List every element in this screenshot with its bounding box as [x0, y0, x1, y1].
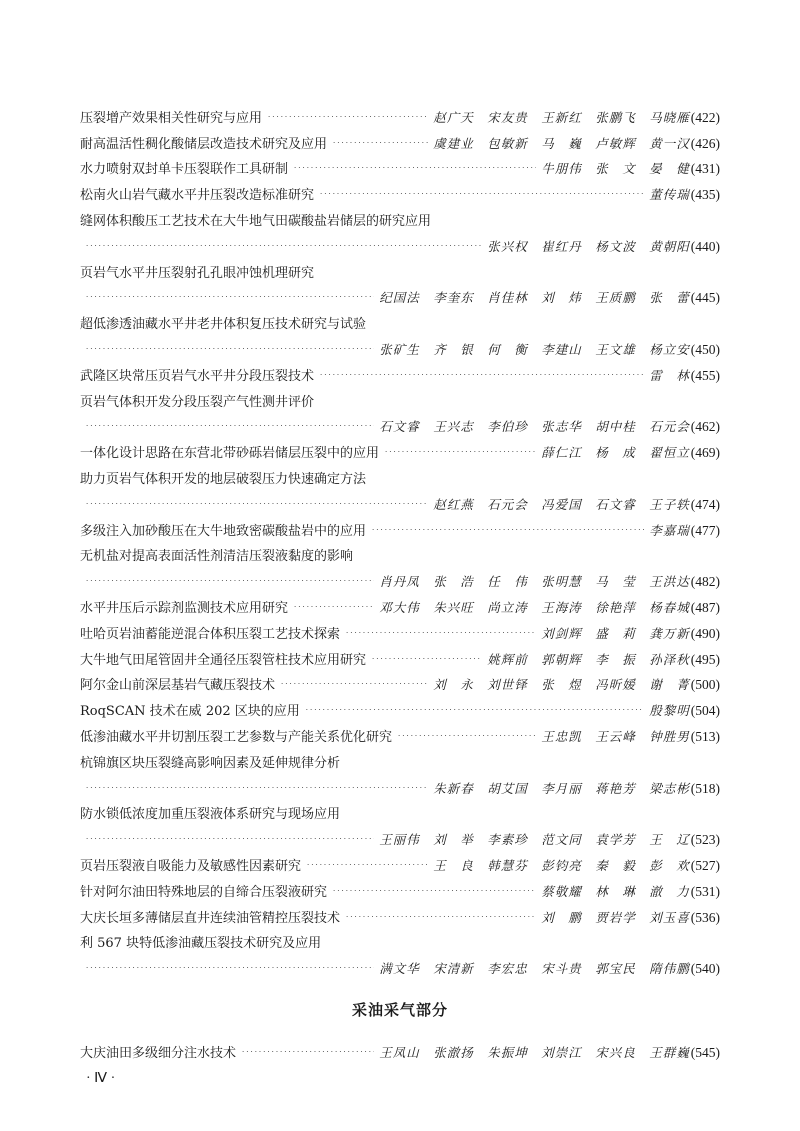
dot-leader: [86, 965, 374, 972]
toc-entry-authors: 赵红燕 石元会 冯爱国 石文睿 王子轶: [433, 496, 690, 512]
toc-entry-title: 大庆油田多级细分注水技术: [80, 1045, 237, 1061]
toc-entry: [80, 900, 720, 926]
toc-entry-page: (536): [690, 909, 720, 925]
toc-entry-title: 针对阿尔油田特殊地层的自缔合压裂液研究: [80, 884, 328, 900]
toc-entry-authors: 刘剑辉 盛 莉 龚万新: [541, 625, 690, 641]
dot-leader: [346, 914, 536, 921]
toc-entry-authors: 满文华 宋清新 李宏忠 宋斗贵 郭宝民 隋伟鹏: [379, 961, 690, 977]
dot-leader: [333, 140, 428, 147]
toc-entry-page: (518): [690, 780, 720, 796]
section-heading: 采油采气部分: [351, 1000, 448, 1019]
toc-entry: [80, 177, 720, 203]
toc-entry-authors: 王 良 韩慧芬 彭钧亮 秦 毅 彭 欢: [433, 857, 690, 873]
toc-entry-page: (487): [690, 599, 720, 615]
dot-leader: [86, 346, 374, 353]
toc-entry-title: 超低渗透油藏水平井老井体积复压技术研究与试验: [80, 317, 367, 333]
toc-entry-page: (422): [690, 109, 720, 125]
toc-list: [80, 1035, 720, 1061]
dot-leader: [294, 604, 374, 611]
toc-list: [80, 100, 720, 977]
toc-entry: [80, 590, 720, 616]
toc-entry-authors: 纪国法 李奎东 肖佳林 刘 炜 王质鹏 张 蕾: [379, 290, 690, 306]
dot-leader: [307, 862, 428, 869]
dot-leader: [86, 836, 374, 843]
toc-entry: [80, 797, 720, 849]
toc-entry-page: (540): [690, 961, 720, 977]
toc-entry-title: 页岩压裂液自吸能力及敏感性因素研究: [80, 858, 302, 874]
dot-leader: [372, 527, 644, 534]
dot-leader: [86, 578, 374, 585]
toc-entry: [80, 152, 720, 178]
toc-entry: [80, 874, 720, 900]
toc-entry-authors: 王忠凯 王云峰 钟胜男: [541, 728, 690, 744]
toc-entry: [80, 539, 720, 591]
toc-entry-authors: 牛朋伟 张 文 晏 健: [541, 161, 690, 177]
toc-entry-title: RoqSCAN 技术在威 202 区块的应用: [80, 704, 300, 720]
toc-entry: [80, 848, 720, 874]
toc-entry-page: (426): [690, 135, 720, 151]
toc-entry-title: 无机盐对提高表面活性剂清洁压裂液黏度的影响: [80, 549, 354, 565]
toc-entry-page: (445): [690, 290, 720, 306]
toc-entry: [80, 926, 720, 978]
table-of-contents: [80, 100, 720, 1061]
toc-entry-title: 耐高温活性稠化酸储层改造技术研究及应用: [80, 136, 328, 152]
toc-entry: [80, 513, 720, 539]
toc-entry-page: (531): [690, 883, 720, 899]
toc-entry-authors: 李嘉瑞: [649, 522, 690, 538]
dot-leader: [294, 165, 536, 172]
toc-entry: [80, 384, 720, 436]
toc-entry: [80, 100, 720, 126]
dot-leader: [372, 656, 482, 663]
toc-entry-title: 大庆长垣多薄储层直井连续油管精控压裂技术: [80, 910, 341, 926]
toc-entry: [80, 203, 720, 255]
toc-entry-page: (504): [690, 703, 720, 719]
toc-entry-page: (513): [690, 728, 720, 744]
toc-entry: [80, 358, 720, 384]
toc-entry-page: (431): [690, 161, 720, 177]
toc-entry-authors: 邓大伟 朱兴旺 尚立涛 王海涛 徐艳萍 杨春城: [379, 599, 690, 615]
toc-entry: [80, 461, 720, 513]
toc-entry-authors: 朱新春 胡艾国 李月丽 蒋艳芳 梁志彬: [433, 780, 690, 796]
toc-entry-authors: 董传瑞: [649, 187, 690, 203]
toc-entry-title: 利 567 块特低渗油藏压裂技术研究及应用: [80, 936, 322, 952]
toc-entry-page: (450): [690, 341, 720, 357]
toc-entry-title: 助力页岩气体积开发的地层破裂压力快速确定方法: [80, 471, 367, 487]
toc-entry: [80, 435, 720, 461]
toc-entry-title: 大牛地气田尾管固井全通径压裂管柱技术应用研究: [80, 652, 367, 668]
dot-leader: [320, 372, 644, 379]
page-number: · Ⅳ ·: [86, 1071, 116, 1086]
dot-leader: [86, 423, 374, 430]
dot-leader: [398, 733, 536, 740]
toc-entry-page: (482): [690, 574, 720, 590]
toc-entry-authors: 薛仁江 杨 成 翟恒立: [541, 445, 690, 461]
toc-entry-authors: 张兴权 崔红丹 杨文波 黄朝阳: [487, 238, 690, 254]
toc-entry-title: 多级注入加砂酸压在大牛地致密碳酸盐岩中的应用: [80, 523, 367, 539]
dot-leader: [320, 191, 644, 198]
toc-entry-authors: 殷黎明: [649, 703, 690, 719]
toc-entry: [80, 745, 720, 797]
toc-entry: [80, 642, 720, 668]
toc-entry-title: 页岩气体积开发分段压裂产气性测井评价: [80, 394, 315, 410]
toc-entry-title: 水平井压后示踪剂监测技术应用研究: [80, 600, 289, 616]
toc-entry-title: 武隆区块常压页岩气水平井分段压裂技术: [80, 368, 315, 384]
toc-entry-title: 缝网体积酸压工艺技术在大牛地气田碳酸盐岩储层的研究应用: [80, 213, 432, 229]
dot-leader: [306, 707, 644, 714]
dot-leader: [242, 1049, 374, 1056]
toc-entry-page: (490): [690, 625, 720, 641]
toc-entry-title: 吐哈页岩油蓄能逆混合体积压裂工艺技术探索: [80, 626, 341, 642]
toc-entry-title: 页岩气水平井压裂射孔孔眼冲蚀机理研究: [80, 265, 315, 281]
toc-entry-authors: 王凤山 张澈扬 朱振坤 刘崇江 宋兴良 王群巍: [379, 1044, 690, 1060]
toc-entry-title: 低渗油藏水平井切割压裂工艺参数与产能关系优化研究: [80, 729, 393, 745]
toc-entry-page: (500): [690, 677, 720, 693]
dot-leader: [268, 114, 428, 121]
toc-entry-authors: 刘 鹏 贾岩学 刘玉喜: [541, 909, 690, 925]
toc-entry-page: (523): [690, 832, 720, 848]
toc-entry-page: (440): [690, 238, 720, 254]
toc-entry-page: (477): [690, 522, 720, 538]
toc-entry-authors: 虞建业 包敏新 马 巍 卢敏辉 黄一汉: [433, 135, 690, 151]
toc-entry: [80, 126, 720, 152]
toc-entry-page: (435): [690, 187, 720, 203]
toc-entry-authors: 肖丹凤 张 浩 任 伟 张明慧 马 莹 王洪达: [379, 574, 690, 590]
toc-entry-authors: 雷 林: [649, 367, 690, 383]
dot-leader: [385, 449, 536, 456]
toc-entry-page: (455): [690, 367, 720, 383]
dot-leader: [86, 243, 482, 250]
toc-entry-authors: 赵广天 宋友贵 王新红 张鹏飞 马晓雁: [433, 109, 690, 125]
toc-entry-authors: 张矿生 齐 银 何 衡 李建山 王文雄 杨立安: [379, 341, 690, 357]
toc-entry-page: (495): [690, 651, 720, 667]
toc-entry: [80, 306, 720, 358]
toc-entry-title: 松南火山岩气藏水平井压裂改造标准研究: [80, 188, 315, 204]
toc-entry-authors: 蔡敬耀 林 琳 澈 力: [541, 883, 690, 899]
toc-entry: [80, 668, 720, 694]
toc-entry-page: (545): [690, 1044, 720, 1060]
toc-entry-title: 一体化设计思路在东营北带砂砾岩储层压裂中的应用: [80, 446, 380, 462]
toc-entry-title: 阿尔金山前深层基岩气藏压裂技术: [80, 678, 276, 694]
dot-leader: [333, 888, 536, 895]
dot-leader: [281, 681, 428, 688]
toc-entry-page: (474): [690, 496, 720, 512]
toc-entry-authors: 石文睿 王兴志 李伯珍 张志华 胡中桂 石元会: [379, 419, 690, 435]
toc-entry: [80, 616, 720, 642]
toc-entry: [80, 719, 720, 745]
dot-leader: [86, 785, 428, 792]
toc-entry-title: 压裂增产效果相关性研究与应用: [80, 110, 263, 126]
toc-entry: [80, 1035, 720, 1061]
toc-entry: [80, 693, 720, 719]
toc-entry: [80, 255, 720, 307]
toc-entry-title: 防水锁低浓度加重压裂液体系研究与现场应用: [80, 807, 341, 823]
dot-leader: [86, 501, 428, 508]
toc-entry-authors: 王丽伟 刘 举 李素珍 范文同 袁学芳 王 辽: [379, 832, 690, 848]
toc-entry-page: (469): [690, 445, 720, 461]
toc-entry-title: 杭锦旗区块压裂缝高影响因素及延伸规律分析: [80, 755, 341, 771]
toc-entry-authors: 刘 永 刘世铎 张 煜 冯昕媛 谢 菁: [433, 677, 690, 693]
toc-entry-page: (527): [690, 857, 720, 873]
dot-leader: [346, 630, 536, 637]
dot-leader: [86, 294, 374, 301]
toc-entry-page: (462): [690, 419, 720, 435]
toc-entry-authors: 姚辉前 郭朝辉 李 振 孙泽秋: [487, 651, 690, 667]
toc-entry-title: 水力喷射双封单卡压裂联作工具研制: [80, 162, 289, 178]
